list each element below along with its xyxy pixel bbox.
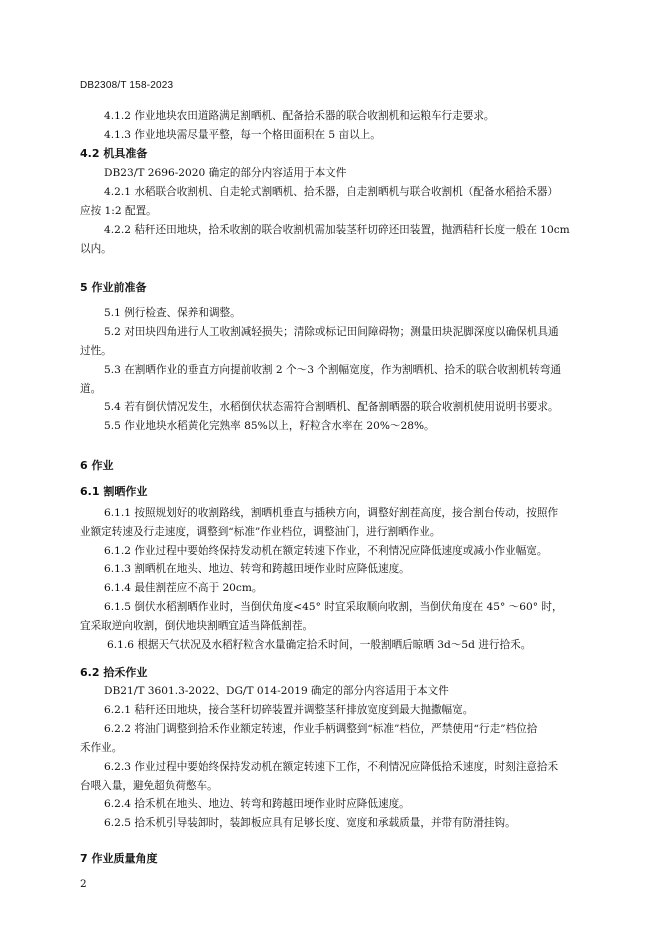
clause-4-1-3: 4.1.3 作业地块需尽量平整，每一个格田面积在 5 亩以上。 <box>104 129 381 141</box>
clause-4-2-2: 4.2.2 秸秆还田地块，拾禾收割的联合收割机需加装茎秆切碎还田装置，抛洒秸秆长度一般在 10cm <box>104 224 570 236</box>
clause-5-2: 5.2 对田块四角进行人工收割减轻损失；清除或标记田间障碍物；测量田块泥脚深度以确保机具通 <box>104 326 559 338</box>
clause-6-1-1-cont: 业额定转速及行走速度，调整到“标准”作业档位，调整油门，进行割晒作业。 <box>80 526 441 538</box>
page-number: 2 <box>80 878 87 890</box>
clause-5-5: 5.5 作业地块水稻黄化完熟率 85%以上，籽粒含水率在 20%～28%。 <box>104 420 435 432</box>
heading-6-2: 6.2 拾禾作业 <box>80 666 148 679</box>
heading-7: 7 作业质量角度 <box>80 852 158 865</box>
clause-6-1-5-cont: 宜采取逆向收割，倒伏地块割晒宜适当降低割茬。 <box>80 620 314 632</box>
clause-4-2-1: 4.2.1 水稻联合收割机、自走轮式割晒机、拾禾器，自走割晒机与联合收割机（配备水稻拾禾器） <box>104 186 559 198</box>
heading-4-2: 4.2 机具准备 <box>80 147 148 160</box>
heading-6: 6 作业 <box>80 459 114 472</box>
clause-6-1-2: 6.1.2 作业过程中要始终保持发动机在额定转速下作业，不利情况应降低速度或减小作业幅宽。 <box>104 545 548 557</box>
clause-6-2-3-cont: 台喂入量，避免超负荷憋车。 <box>80 780 218 792</box>
clause-6-2-5: 6.2.5 拾禾机引导装卸时，装卸板应具有足够长度、宽度和承载质量，并带有防滑挂钩。 <box>104 817 516 829</box>
clause-6-2-1: 6.2.1 秸秆还田地块，接合茎秆切碎装置并调整茎秆排放宽度到最大抛撒幅宽。 <box>104 704 474 716</box>
document-id-header: DB2308/T 158-2023 <box>80 80 174 91</box>
clause-6-1-6: 6.1.6 根据天气状况及水稻籽粒含水量确定拾禾时间，一般割晒后晾晒 3d～5d 进行拾禾。 <box>107 639 532 651</box>
clause-6-2-intro: DB21/T 3601.3-2022、DG/T 014-2019 确定的部分内容适用于本文件 <box>104 685 449 697</box>
clause-4-2-intro: DB23/T 2696-2020 确定的部分内容适用于本文件 <box>104 167 347 179</box>
clause-4-1-2: 4.1.2 作业地块农田道路满足割晒机、配备拾禾器的联合收割机和运粮车行走要求。 <box>104 110 495 122</box>
heading-6-1: 6.1 割晒作业 <box>80 485 148 498</box>
clause-6-2-2-cont: 禾作业。 <box>80 742 123 754</box>
clause-5-3-cont: 道。 <box>80 383 102 395</box>
clause-5-2-cont: 过性。 <box>80 345 112 357</box>
clause-6-2-2: 6.2.2 将油门调整到拾禾作业额定转速，作业手柄调整到“标准”档位，严禁使用“行走”档位拾 <box>104 723 538 735</box>
heading-5: 5 作业前准备 <box>80 281 147 294</box>
clause-4-2-1-cont: 应按 1:2 配置。 <box>80 205 157 217</box>
clause-5-4: 5.4 若有倒伏情况发生，水稻倒伏状态需符合割晒机、配备割晒器的联合收割机使用说明书要求。 <box>104 401 559 413</box>
clause-6-1-4: 6.1.4 最佳割茬应不高于 20cm。 <box>104 582 263 594</box>
clause-6-2-3: 6.2.3 作业过程中要始终保持发动机在额定转速下工作，不利情况应降低拾禾速度，时刻注意拾禾 <box>104 761 559 773</box>
clause-5-3: 5.3 在割晒作业的垂直方向提前收割 2 个～3 个割幅宽度，作为割晒机、拾禾的联合收割机转弯通 <box>104 364 561 376</box>
clause-4-2-2-cont: 以内。 <box>80 243 112 255</box>
clause-6-2-4: 6.2.4 拾禾机在地头、地边、转弯和跨越田埂作业时应降低速度。 <box>104 798 410 810</box>
clause-6-1-1: 6.1.1 按照规划好的收割路线，割晒机垂直与插秧方向，调整好割茬高度，接合割台传动，按照作 <box>104 507 559 519</box>
clause-5-1: 5.1 例行检查、保养和调整。 <box>104 307 241 319</box>
clause-6-1-5: 6.1.5 倒伏水稻割晒作业时，当倒伏角度<45° 时宜采取顺向收割，当倒伏角度在 45° ～60° 时， <box>104 601 563 613</box>
clause-6-1-3: 6.1.3 割晒机在地头、地边、转弯和跨越田埂作业时应降低速度。 <box>104 563 410 575</box>
